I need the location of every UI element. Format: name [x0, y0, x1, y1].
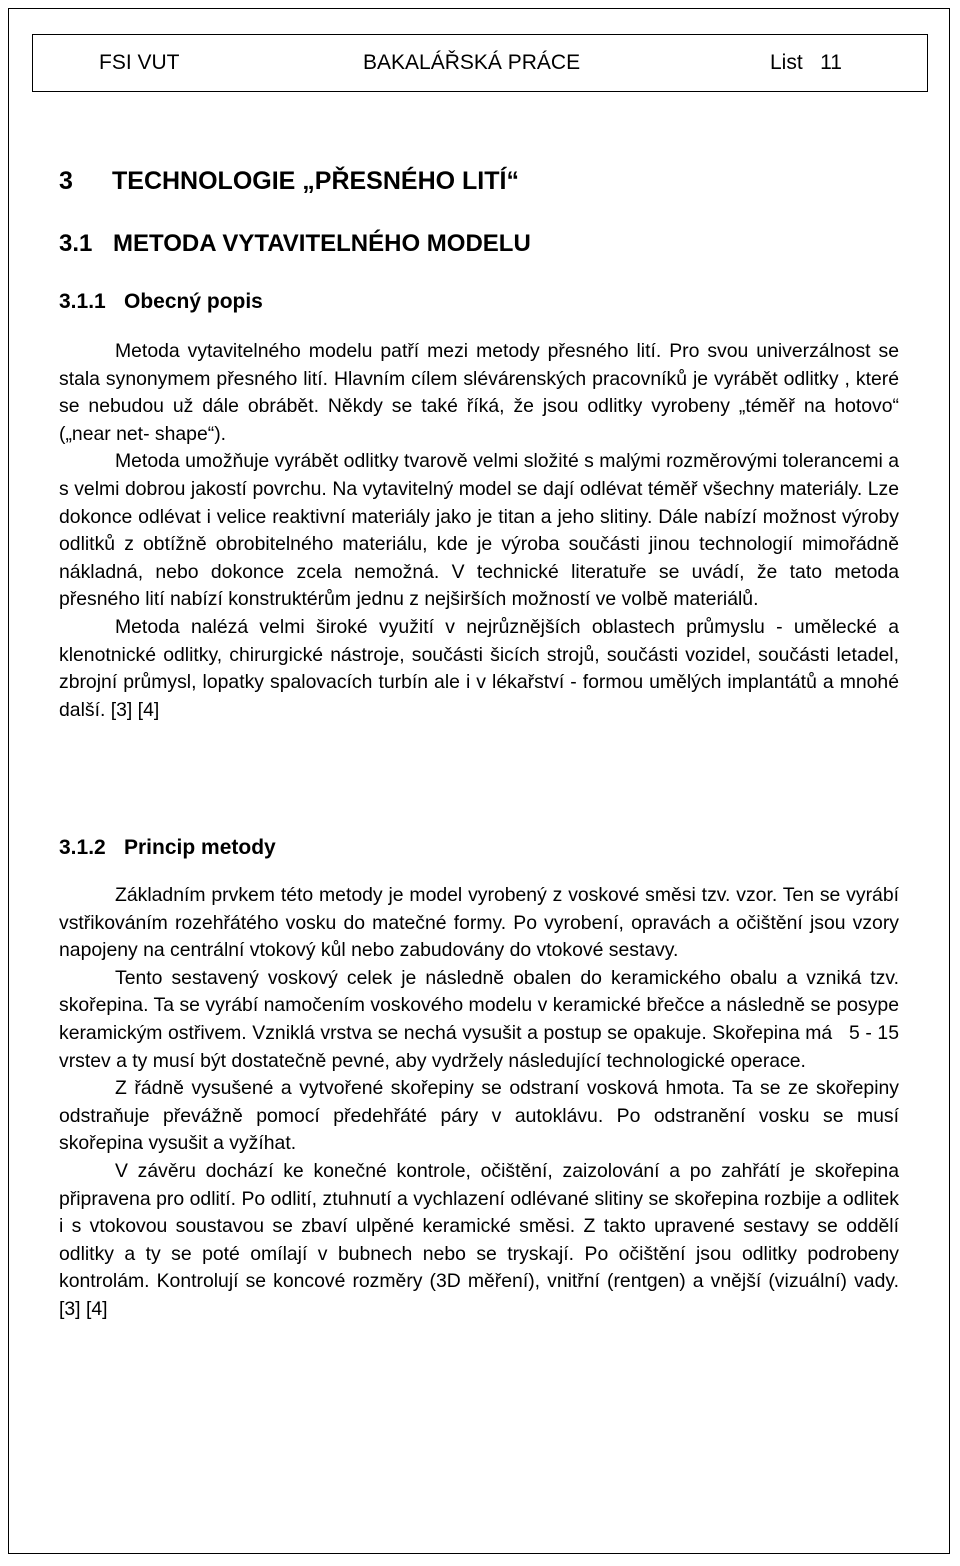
subsection-title: Obecný popis: [124, 290, 263, 313]
chapter-number: 3: [59, 167, 73, 195]
header-document-type: BAKALÁŘSKÁ PRÁCE: [363, 51, 581, 74]
body-paragraph: Metoda umožňuje vyrábět odlitky tvarově velmi složité s malými rozměrovými tolerancemi a s velmi dobrou jakostí povrchu. Na vytavitelný model se dají odlévat téměř všechny materiály. Lze dokonce odlévat i velice reaktivní materiály jako je titan a jeho slitiny. Dále nabízí možnost výroby odlitků z obtížně obrobitelného materiálu, kde je výroba součásti jinou technologií mimořádně nákladná, nebo dokonce zcela nemožná. V technické literatuře se uvádí, že tato metoda přesného lití nabízí konstruktérům jednu z nejširších možností ve volbě materiálů.: [59, 450, 899, 611]
body-paragraph: Z řádně vysušené a vytvořené skořepiny se odstraní vosková hmota. Ta se ze skořepiny odstraňuje převážně pomocí předehřáté páry v autoklávu. Po odstranění vosku se musí skořepina vysušit a vyžíhat.: [59, 1077, 899, 1155]
body-paragraph: Metoda vytavitelného modelu patří mezi metody přesného lití. Pro svou univerzálnost se stala synonymem přesného lití. Hlavním cílem slévárenských pracovníků je vyrábět odlitky , které se nebudou už dále obrábět. Někdy se také říká, že jsou odlitky vyrobeny „téměř na hotovo“ („near net- shape“).: [59, 340, 899, 445]
chapter-heading: [59, 167, 519, 196]
subsection-heading-method-principle: [59, 836, 276, 860]
section-title: METODA VYTAVITELNÉHO MODELU: [113, 230, 531, 257]
subsection-body-general-description: [59, 338, 899, 724]
chapter-title: TECHNOLOGIE „PŘESNÉHO LITÍ“: [112, 167, 519, 195]
subsection-title: Princip metody: [124, 836, 276, 859]
page-header: [32, 34, 928, 92]
subsection-number: 3.1.1: [59, 290, 106, 313]
section-heading: [59, 230, 531, 258]
body-paragraph: Tento sestavený voskový celek je následně obalen do keramického obalu a vzniká tzv. skořepina. Ta se vyrábí namočením voskového modelu v keramické břečce a následně se posype keramickým ostřivem. Vzniklá vrstva se nechá vysušit a postup se opakuje. Skořepina má 5 - 15 vrstev a ty musí být dostatečně pevné, aby vydržely následující technologické operace.: [59, 966, 905, 1072]
header-institution: FSI VUT: [99, 51, 180, 74]
subsection-heading-general-description: [59, 290, 263, 314]
subsection-body-method-principle: [59, 882, 905, 1324]
header-page-label: List 11: [770, 51, 842, 74]
section-number: 3.1: [59, 230, 93, 257]
body-paragraph: V závěru dochází ke konečné kontrole, očištění, zaizolování a po zahřátí je skořepina připravena pro odlití. Po odlití, ztuhnutí a vychlazení odlévané slitiny se skořepina rozbije a odlitek i s vtokovou soustavou se zbaví ulpěné keramické směsi. Z takto upravené sestavy se oddělí odlitky a ty se poté omílají v bubnech nebo se tryskají. Po očištění jsou odlitky podrobeny kontrolám. Kontrolují se koncové rozměry (3D měření), vnitřní (rentgen) a vnější (vizuální) vady. [3] [4]: [59, 1159, 899, 1320]
subsection-number: 3.1.2: [59, 836, 106, 859]
body-paragraph: Metoda nalézá velmi široké využití v nejrůznějších oblastech průmyslu - umělecké a klenotnické odlitky, chirurgické nástroje, součásti šicích strojů, součásti vozidel, součásti letadel, zbrojní průmysl, lopatky spalovacích turbín ale i v lékařství - formou umělých implantátů a mnohé další. [3] [4]: [59, 615, 899, 721]
body-paragraph: Základním prvkem této metody je model vyrobený z voskové směsi tzv. vzor. Ten se vyrábí vstřikováním rozehřátého vosku do matečné formy. Po vyrobení, opravách a očištění jsou vzory napojeny na centrální vtokový kůl nebo zabudovány do vtokové sestavy.: [59, 884, 899, 962]
